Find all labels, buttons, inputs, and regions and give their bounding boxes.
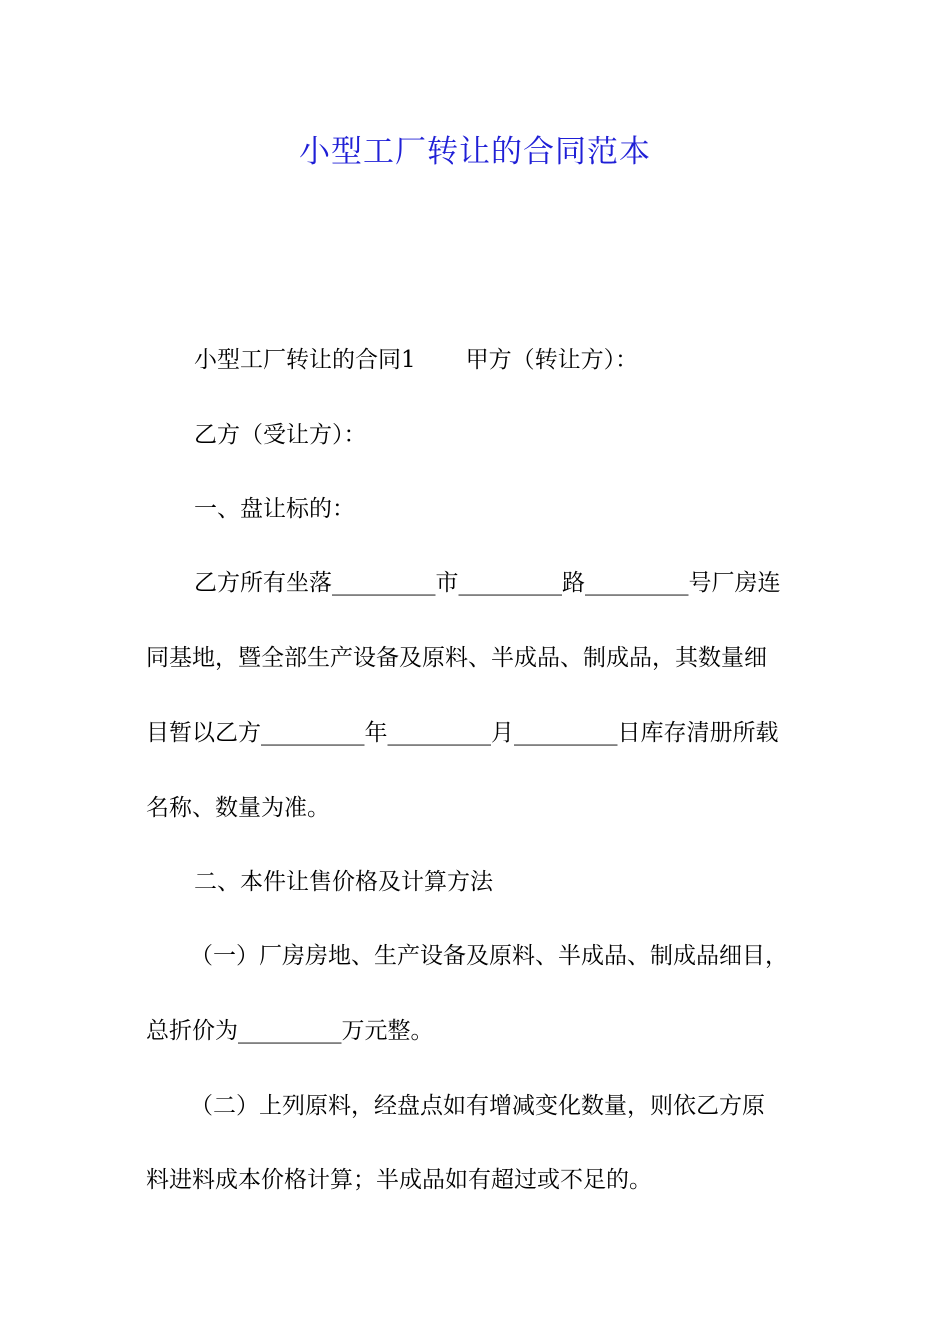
clause-1-line: 总折价为_________万元整。: [146, 1018, 434, 1044]
clause-2-line: 料进料成本价格计算；半成品如有超过或不足的。: [146, 1167, 652, 1193]
paragraph-line: 名称、数量为准。: [146, 795, 330, 821]
paragraph-line: 目暂以乙方_________年_________月_________日库存清册所载: [146, 720, 779, 746]
section-1-heading: 一、盘让标的：: [194, 496, 355, 522]
clause-1-line: （一）厂房房地、生产设备及原料、半成品、制成品细目，: [190, 943, 788, 969]
clause-2-line: （二）上列原料，经盘点如有增减变化数量，则依乙方原: [190, 1093, 765, 1119]
section-2-heading: 二、本件让售价格及计算方法: [194, 869, 493, 895]
paragraph-line: 乙方所有坐落_________市_________路_________号厂房连: [194, 570, 781, 596]
contract-heading-line: [194, 343, 864, 377]
party-b-label: 乙方（受让方）：: [194, 422, 367, 448]
paragraph-line: 同基地，暨全部生产设备及原料、半成品、制成品，其数量细: [146, 645, 767, 671]
contract-number-label: 小型工厂转让的合同1: [194, 347, 416, 373]
document-title: 小型工厂转让的合同范本: [299, 134, 651, 170]
party-a-label: 甲方（转让方）：: [465, 347, 639, 373]
